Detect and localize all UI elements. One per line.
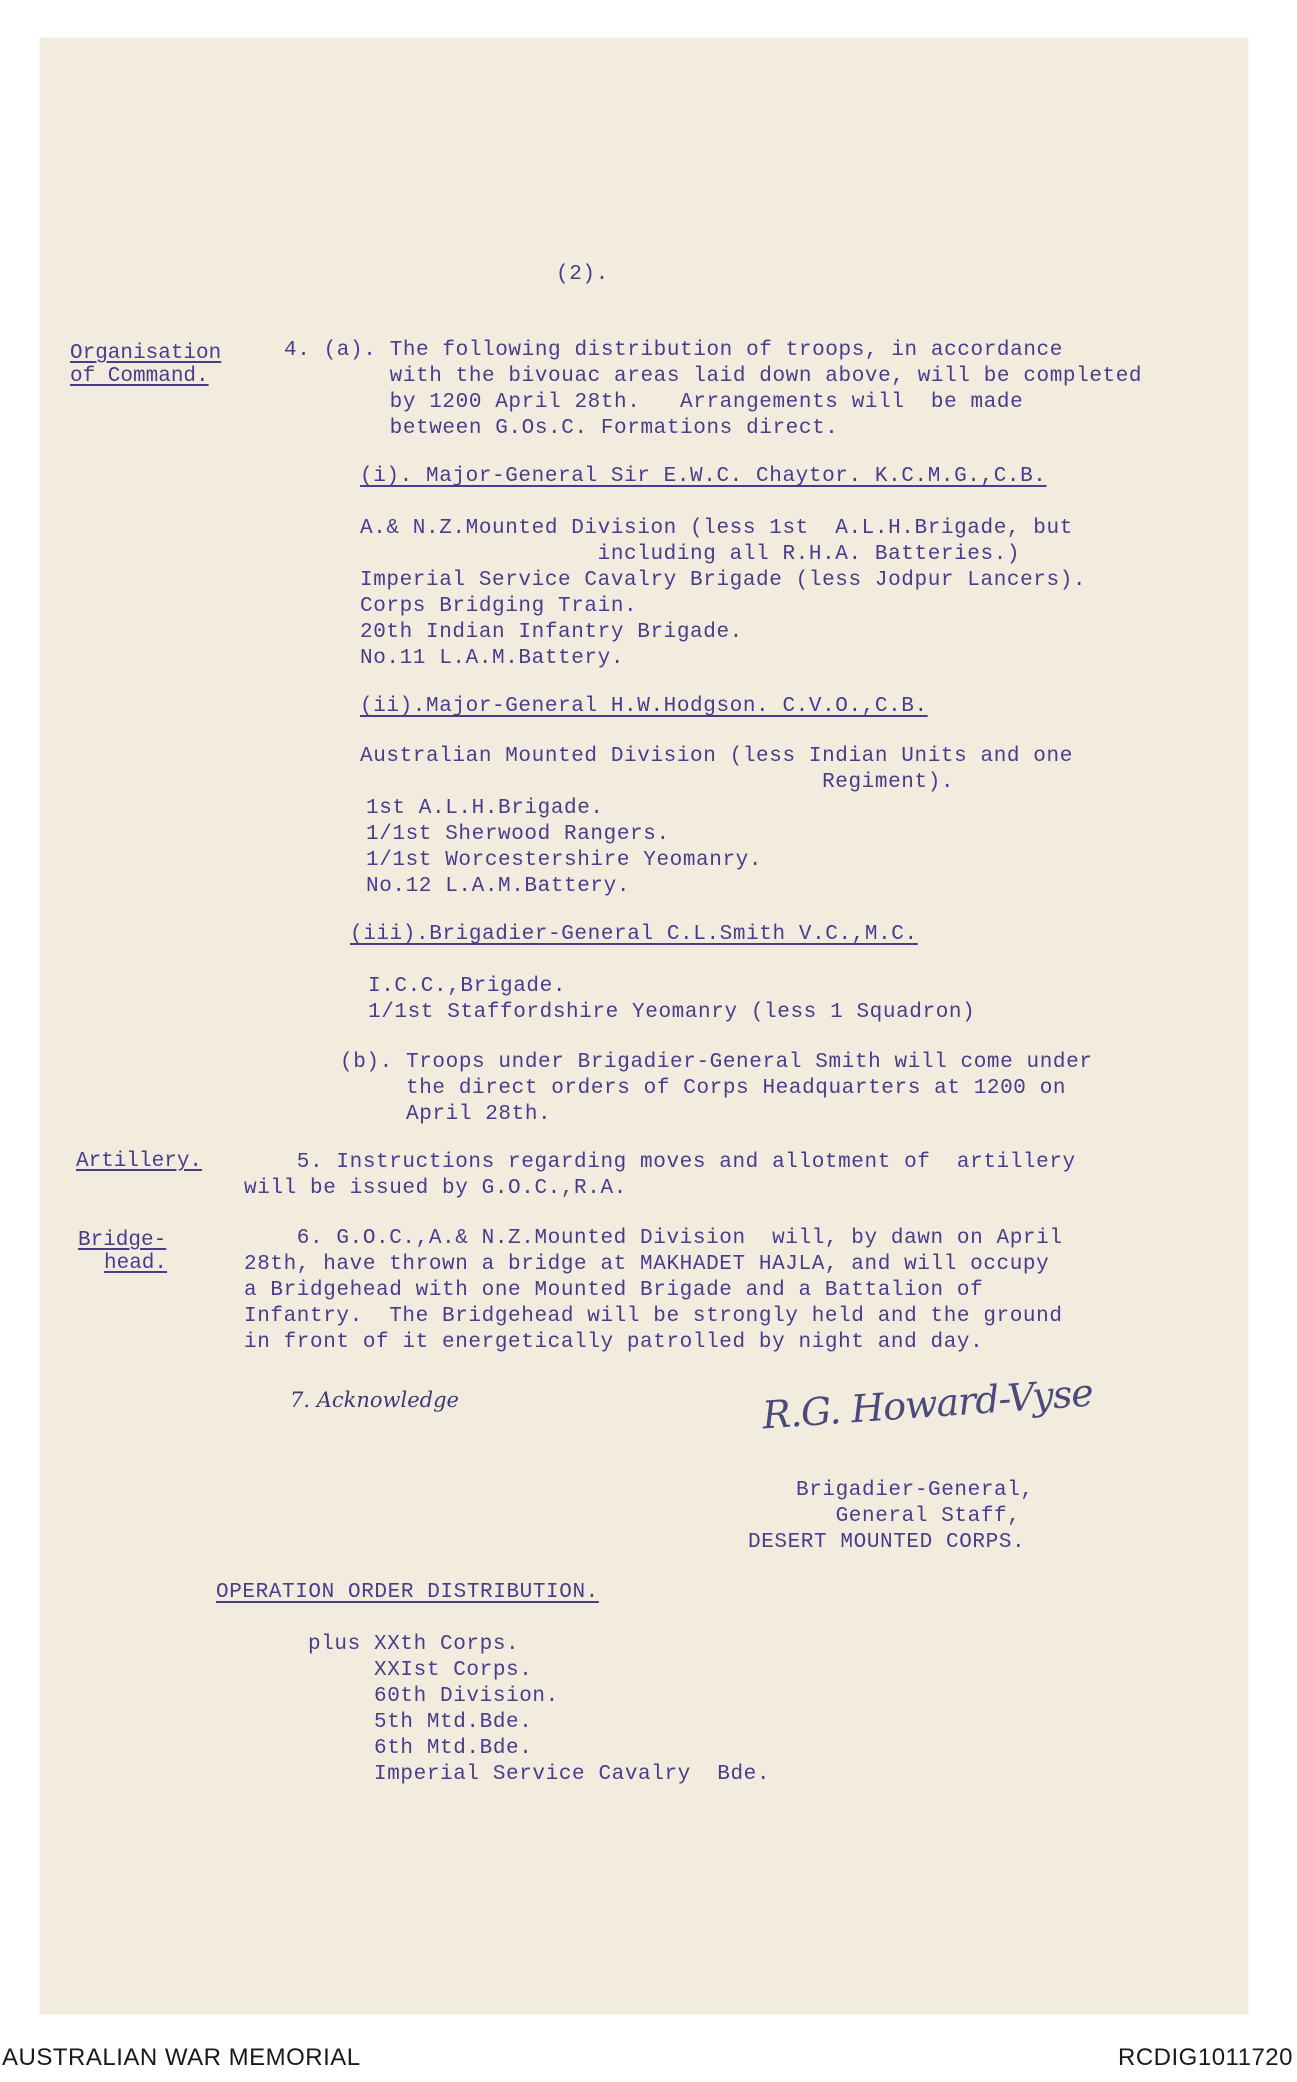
text-line: April 28th. xyxy=(340,1103,552,1126)
text-line: 28th, have thrown a bridge at MAKHADET HAJLA, and will occupy xyxy=(244,1253,1050,1276)
text-line: General Staff, xyxy=(796,1505,1021,1528)
distribution-heading: OPERATION ORDER DISTRIBUTION. xyxy=(216,1581,599,1604)
margin-heading-bridgehead-line1: Bridge- xyxy=(78,1229,167,1252)
page-number: (2). xyxy=(556,263,609,286)
section-i-heading: (i). Major-General Sir E.W.C. Chaytor. K.C.M.G.,C.B. xyxy=(360,465,1047,488)
text-line: by 1200 April 28th. Arrangements will be made xyxy=(284,391,1024,414)
text-line: 6. G.O.C.,A.& N.Z.Mounted Division will, by dawn on April xyxy=(244,1227,1063,1250)
text-line: 60th Division. xyxy=(308,1685,559,1708)
footer-record-id: RCDIG1011720 xyxy=(1118,2044,1293,2071)
text-line: Brigadier-General, xyxy=(796,1479,1034,1502)
text-line: Regiment). xyxy=(360,771,955,794)
text-line: No.12 L.A.M.Battery. xyxy=(366,875,631,898)
handwritten-acknowledge: 7. Acknowledge xyxy=(290,1388,459,1412)
text-line: including all R.H.A. Batteries.) xyxy=(360,543,1021,566)
text-line: DESERT MOUNTED CORPS. xyxy=(748,1531,1026,1554)
text-line: Imperial Service Cavalry Brigade (less Jodpur Lancers). xyxy=(360,569,1087,592)
text-line: Imperial Service Cavalry Bde. xyxy=(308,1763,771,1786)
margin-heading-artillery: Artillery. xyxy=(76,1150,203,1173)
text-line: Corps Bridging Train. xyxy=(360,595,638,618)
text-line: Infantry. The Bridgehead will be strongly held and the ground xyxy=(244,1305,1063,1328)
margin-heading-organisation-line2: of Command. xyxy=(70,365,209,388)
section-ii-heading: (ii).Major-General H.W.Hodgson. C.V.O.,C.B. xyxy=(360,695,928,718)
text-line: 5th Mtd.Bde. xyxy=(308,1711,533,1734)
text-line: between G.Os.C. Formations direct. xyxy=(284,417,839,440)
margin-heading-organisation-line1: Organisation xyxy=(70,342,222,365)
handwritten-signature: R.G. Howard-Vyse xyxy=(760,1370,1095,1438)
text-line: 1st A.L.H.Brigade. xyxy=(366,797,604,820)
text-line: 6th Mtd.Bde. xyxy=(308,1737,533,1760)
text-line: with the bivouac areas laid down above, will be completed xyxy=(284,365,1143,388)
text-line: 1/1st Sherwood Rangers. xyxy=(366,823,670,846)
text-line: A.& N.Z.Mounted Division (less 1st A.L.H.Brigade, but xyxy=(360,517,1073,540)
text-line: plus XXth Corps. xyxy=(308,1633,520,1656)
footer-institution: AUSTRALIAN WAR MEMORIAL xyxy=(2,2044,361,2071)
text-line: (b). Troops under Brigadier-General Smith will come under xyxy=(340,1051,1093,1074)
text-line: a Bridgehead with one Mounted Brigade and a Battalion of xyxy=(244,1279,984,1302)
text-line: Australian Mounted Division (less Indian Units and one xyxy=(360,745,1073,768)
text-line: 5. Instructions regarding moves and allotment of artillery xyxy=(244,1151,1076,1174)
text-line: I.C.C.,Brigade. xyxy=(368,975,567,998)
text-line: No.11 L.A.M.Battery. xyxy=(360,647,625,670)
text-line: will be issued by G.O.C.,R.A. xyxy=(244,1177,627,1200)
text-line: the direct orders of Corps Headquarters at 1200 on xyxy=(340,1077,1067,1100)
text-line: in front of it energetically patrolled by night and day. xyxy=(244,1331,984,1354)
section-iii-heading: (iii).Brigadier-General C.L.Smith V.C.,M.C. xyxy=(350,923,918,946)
text-line: 1/1st Worcestershire Yeomanry. xyxy=(366,849,763,872)
text-line: XXIst Corps. xyxy=(308,1659,533,1682)
document-paper xyxy=(40,38,1248,2014)
text-line: 20th Indian Infantry Brigade. xyxy=(360,621,743,644)
text-line: 1/1st Staffordshire Yeomanry (less 1 Squadron) xyxy=(368,1001,976,1024)
margin-heading-bridgehead-line2: head. xyxy=(104,1252,168,1275)
text-line: 4. (a). The following distribution of troops, in accordance xyxy=(284,339,1063,362)
